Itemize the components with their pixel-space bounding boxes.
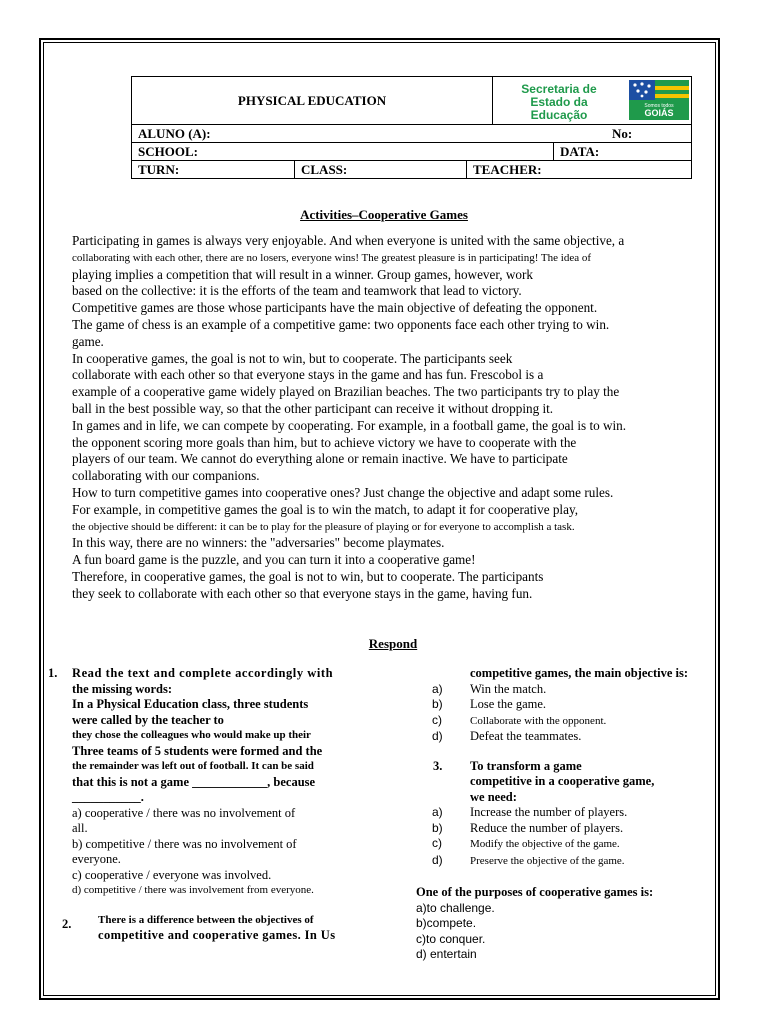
text-line: Participating in games is always very enjoyable. And when everyone is united with the same objective, a (72, 233, 625, 248)
turn-label: TURN: (138, 162, 180, 177)
q1-option: all. (72, 821, 88, 835)
student-label: ALUNO (A): (138, 126, 211, 141)
question-1-number: 1. (48, 666, 58, 680)
text-line: example of a cooperative game widely played on Brazilian beaches. The two participants try to play the (72, 384, 620, 400)
text-line: collaborating with each other, there are no losers, everyone wins! The greatest pleasure is in participating! The idea of (72, 251, 592, 264)
q3-line: competitive in a cooperative game, (470, 774, 655, 788)
q1-line: were called by the teacher to (72, 712, 224, 727)
svg-text:Somos todos: Somos todos (644, 103, 674, 109)
q2-line: competitive and cooperative games. In Us (98, 928, 336, 942)
q2-option-c[interactable]: c) Collaborate with the opponent. (432, 712, 607, 727)
svg-text:GOIÁS: GOIÁS (644, 108, 674, 118)
q1-line: In a Physical Education class, three students (72, 697, 309, 711)
q1-line: that this is not a game ____________, because (72, 774, 316, 789)
teacher-label: TEACHER: (466, 161, 692, 178)
text-line: the objective should be different: it can be to play for the pleasure of playing or for everyone to accomplish a task. (72, 520, 575, 533)
header-table (131, 76, 692, 179)
q3-option-b[interactable]: b) Reduce the number of players. (432, 820, 624, 835)
right-column (416, 666, 716, 963)
text-line: the opponent scoring more goals than him, but to achieve victory we have to cooperate with the (72, 434, 577, 450)
q1-option[interactable]: a) cooperative / there was no involvement of (72, 805, 296, 820)
q1-line: they chose the colleagues who would make up their (72, 729, 311, 741)
q4-option-c[interactable]: c)to conquer. (416, 931, 486, 946)
q3-options (432, 805, 716, 869)
reading-text (72, 233, 696, 603)
q3-option-d[interactable]: d) Preserve the objective of the game. (432, 852, 625, 867)
question-1 (72, 666, 388, 899)
secretaria-logo (493, 77, 691, 124)
q2-line: There is a difference between the objectives of (98, 913, 314, 926)
question-3-number: 3. (433, 758, 443, 773)
text-line: For example, in competitive games the goal is to win the match, to adapt it for cooperative play, (72, 501, 578, 517)
text-line: The game of chess is an example of a competitive game: two opponents face each other trying to win. (72, 316, 610, 332)
q4-option-b[interactable]: b)compete. (416, 916, 477, 930)
q2-option-b[interactable]: b) Lose the game. (432, 697, 547, 711)
q2-options (432, 682, 716, 745)
date-label: DATA: (553, 143, 692, 160)
q4-option-a[interactable]: a)to challenge. (416, 900, 495, 915)
q1-line: ___________. (72, 790, 144, 804)
turn-row (132, 161, 691, 178)
q1-line: the missing words: (72, 681, 173, 696)
respond-heading: Respond (368, 636, 418, 651)
q4-option-d[interactable]: d) entertain (416, 947, 477, 961)
text-line: playing implies a competition that will result in a winner. Group games, however, work (72, 266, 533, 282)
text-line: A fun board game is the puzzle, and you can turn it into a cooperative game! (72, 552, 476, 568)
q2-option-a[interactable]: a) Win the match. (432, 681, 547, 696)
student-row (132, 125, 691, 143)
q1-option[interactable]: b) competitive / there was no involvement of (72, 836, 297, 851)
number-label: No: (612, 126, 633, 141)
q1-line: Three teams of 5 students were formed and the (72, 743, 323, 758)
logo-text: Secretaria de Estado da Educação (521, 82, 597, 122)
text-line: In games and in life, we can compete by cooperating. For example, in a football game, the goal is to win. (72, 417, 627, 433)
text-line: collaborate with each other so that everyone stays in the game and has fun. Frescobol is a (72, 367, 544, 383)
subject-title: PHYSICAL EDUCATION (132, 77, 493, 124)
text-line: based on the collective: it is the efforts of the team and teamwork that lead to victory. (72, 283, 522, 299)
q3-option-a[interactable]: a) Increase the number of players. (432, 805, 628, 819)
q3-line: To transform a game (470, 758, 582, 773)
text-line: Therefore, in cooperative games, the goal is not to win, but to cooperate. The participants (72, 568, 544, 584)
q1-line: the remainder was left out of football. It can be said (72, 760, 314, 772)
left-column (48, 666, 388, 944)
goias-flag-icon (629, 80, 689, 120)
class-label: CLASS: (294, 161, 466, 178)
activity-title: Activities–Cooperative Games (300, 207, 468, 222)
question-2-number: 2. (62, 916, 72, 931)
q4-options (416, 901, 716, 963)
q3-line: we need: (470, 789, 517, 804)
q1-option: everyone. (72, 852, 121, 866)
q1-option[interactable]: d) competitive / there was involvement from everyone. (72, 884, 314, 896)
question-3 (470, 759, 716, 806)
school-row (132, 143, 691, 161)
text-line: ball in the best possible way, so that the other participant can receive it without dropping it. (72, 400, 554, 416)
q3-option-c[interactable]: c) Modify the objective of the game. (432, 836, 620, 850)
text-line: game. (72, 333, 104, 349)
text-line: How to turn competitive games into cooperative ones? Just change the objective and adapt some rules. (72, 484, 614, 500)
text-line: In cooperative games, the goal is not to win, but to cooperate. The participants seek (72, 350, 513, 366)
text-line: they seek to collaborate with each other so that everyone stays in the game, having fun. (72, 585, 533, 601)
text-line: Competitive games are those whose participants have the main objective of defeating the opponent. (72, 300, 598, 316)
question-2 (98, 913, 388, 944)
q2-continuation: competitive games, the main objective is: (470, 666, 688, 680)
text-line: collaborating with our companions. (72, 468, 260, 484)
school-label: SCHOOL: (138, 144, 198, 159)
text-line: In this way, there are no winners: the "adversaries" become playmates. (72, 535, 445, 551)
text-line: players of our team. We cannot do everything alone or remain inactive. We have to participate (72, 451, 568, 467)
q1-option[interactable]: c) cooperative / everyone was involved. (72, 867, 272, 882)
q2-option-d[interactable]: d) Defeat the teammates. (432, 729, 582, 743)
q1-line: Read the text and complete accordingly with (72, 666, 334, 680)
q4-question: One of the purposes of cooperative games is: (416, 885, 654, 899)
